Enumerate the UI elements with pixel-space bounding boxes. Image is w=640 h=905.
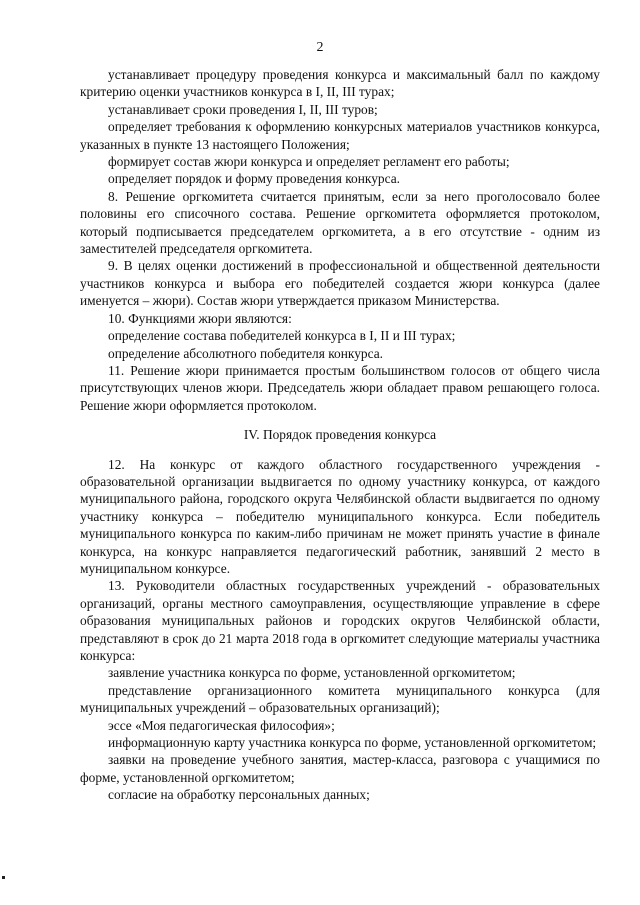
paragraph: информационную карту участника конкурса по форме, установленной оргкомитетом; bbox=[108, 735, 597, 751]
section-heading: IV. Порядок проведения конкурса bbox=[243, 427, 437, 443]
paragraph: 12. На конкурс от каждого областного государственного учреждения - образовательной организации выдвигается по одному участнику конкурса, от каждого муниципального района, городского округа Челябинской области выдвигается по одному участнику конкурса – победителю муниципального конкурса. Если победитель муниципального конкурса по каким-либо причинам не может принять участие в финале конкурса, на конкурс направляется педагогический работник, занявший 2 место в муниципальном конкурсе. bbox=[80, 456, 600, 576]
paragraph: заявление участника конкурса по форме, установленной оргкомитетом; bbox=[108, 665, 516, 681]
paragraph: определение состава победителей конкурса в I, II и III турах; bbox=[108, 328, 456, 344]
paragraph: заявки на проведение учебного занятия, мастер-класса, разговора с учащимися по форме, установленной оргкомитетом; bbox=[80, 752, 600, 785]
paragraph: представление организационного комитета муниципального конкурса (для муниципальных учреждений – образовательных организаций); bbox=[80, 682, 600, 716]
document-body bbox=[80, 66, 600, 804]
paragraph: согласие на обработку персональных данных; bbox=[108, 787, 370, 803]
paragraph: определение абсолютного победителя конкурса. bbox=[108, 345, 383, 361]
paragraph: 9. В целях оценки достижений в профессиональной и общественной деятельности участников конкурса и выбора его победителей создается жюри конкурса (далее именуется – жюри). Состав жюри утверждается приказом Министерства. bbox=[80, 258, 600, 309]
paragraph: 13. Руководители областных государственных учреждений - образовательных организаций, органы местного самоуправления, осуществляющие управление в сфере образования муниципальных районов и городских округов Челябинской области, представляют в срок до 21 марта 2018 года в оргкомитет следующие материалы участника конкурса: bbox=[80, 578, 600, 663]
paragraph: устанавливает сроки проведения I, II, III туров; bbox=[108, 101, 378, 117]
paragraph: 10. Функциями жюри являются: bbox=[108, 310, 292, 326]
paragraph: 8. Решение оргкомитета считается принятым, если за него проголосовало более половины его списочного состава. Решение оргкомитета оформляется протоколом, который подписывается председателем оргкомитета, а в его отсутствие - одним из заместителей председателя оргкомитета. bbox=[80, 188, 600, 257]
page-number: 2 bbox=[316, 40, 324, 55]
scan-artifact bbox=[2, 876, 5, 879]
paragraph: эссе «Моя педагогическая философия»; bbox=[108, 717, 335, 733]
paragraph: определяет порядок и форму проведения конкурса. bbox=[108, 171, 400, 187]
paragraph: устанавливает процедуру проведения конкурса и максимальный балл по каждому критерию оценки участников конкурса в I, II, III турах; bbox=[80, 67, 600, 100]
paragraph: 11. Решение жюри принимается простым большинством голосов от общего числа присутствующих членов жюри. Председатель жюри обладает правом решающего голоса. Решение жюри оформляется протоколом. bbox=[80, 362, 600, 413]
paragraph: формирует состав жюри конкурса и определяет регламент его работы; bbox=[108, 154, 510, 170]
paragraph: определяет требования к оформлению конкурсных материалов участников конкурса, указанных в пункте 13 настоящего Положения; bbox=[80, 119, 600, 152]
